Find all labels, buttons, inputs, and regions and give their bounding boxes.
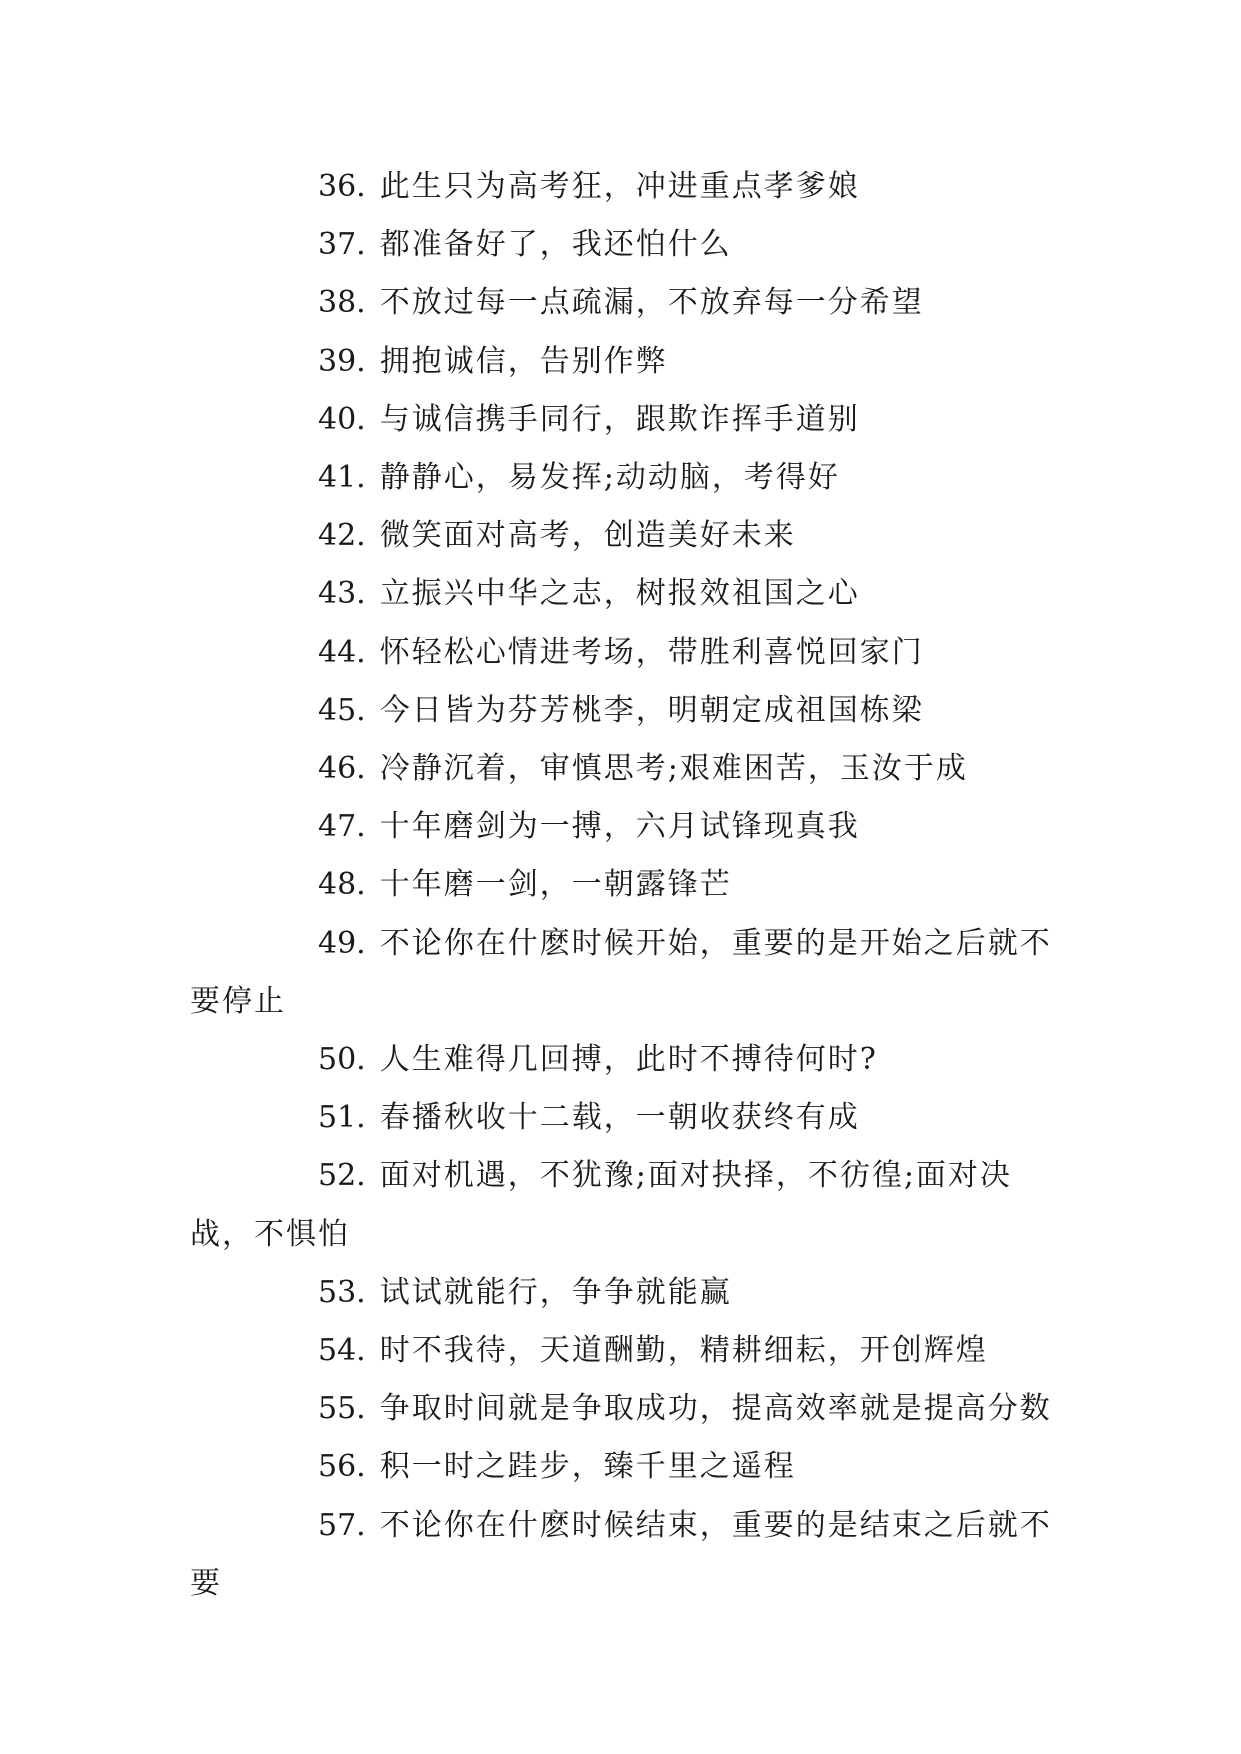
item-number: 54.	[318, 1333, 366, 1369]
list-item	[190, 507, 1070, 565]
list-item	[190, 158, 1070, 216]
item-text: 春播秋收十二载，一朝收获终有成	[379, 1100, 860, 1136]
item-text: 争取时间就是争取成功，提高效率就是提高分数	[379, 1391, 1052, 1427]
list-item	[190, 449, 1070, 507]
item-number: 53.	[318, 1274, 366, 1310]
item-text: 面对机遇，不犹豫;面对抉择，不彷徨;面对决战，不惧怕	[190, 1158, 1012, 1252]
item-number: 50.	[318, 1042, 366, 1078]
item-number: 42.	[318, 518, 366, 554]
item-text: 微笑面对高考，创造美好未来	[379, 518, 796, 554]
item-number: 38.	[318, 285, 366, 321]
item-text: 人生难得几回搏，此时不搏待何时?	[379, 1042, 878, 1078]
item-text: 静静心，易发挥;动动脑，考得好	[379, 460, 840, 496]
list-item	[190, 333, 1070, 391]
item-text: 今日皆为芬芳桃李，明朝定成祖国栋梁	[379, 692, 924, 728]
item-text: 十年磨一剑，一朝露锋芒	[379, 867, 732, 903]
item-number: 36.	[318, 169, 366, 204]
item-number: 51.	[318, 1100, 366, 1136]
list-item	[190, 216, 1070, 274]
item-number: 39.	[318, 343, 366, 379]
item-number: 45.	[318, 692, 366, 728]
list-item	[190, 274, 1070, 332]
list-item	[190, 1380, 1070, 1438]
list-item	[190, 624, 1070, 682]
list-item	[190, 1031, 1070, 1089]
item-number: 46.	[318, 751, 366, 787]
item-number: 55.	[318, 1391, 366, 1427]
item-text: 试试就能行，争争就能赢	[379, 1274, 732, 1310]
item-number: 56.	[318, 1449, 366, 1485]
item-text: 拥抱诚信，告别作弊	[379, 343, 668, 379]
item-text: 立振兴中华之志，树报效祖国之心	[379, 576, 860, 612]
item-number: 48.	[318, 867, 366, 903]
item-number: 44.	[318, 634, 366, 670]
item-number: 57.	[318, 1507, 366, 1543]
item-number: 49.	[318, 925, 366, 961]
list-item	[190, 740, 1070, 798]
list-item	[190, 1322, 1070, 1380]
list-item	[190, 798, 1070, 856]
list-item	[190, 915, 1070, 1031]
list-item	[190, 682, 1070, 740]
item-number: 41.	[318, 460, 366, 496]
item-text: 都准备好了，我还怕什么	[379, 227, 732, 263]
list-item	[190, 856, 1070, 914]
item-text: 冷静沉着，审慎思考;艰难困苦，玉汝于成	[379, 751, 968, 787]
list-item	[190, 565, 1070, 623]
item-number: 37.	[318, 227, 366, 263]
list-item	[190, 1497, 1070, 1613]
item-number: 40.	[318, 401, 366, 437]
slogan-list	[190, 158, 1070, 1613]
item-text: 不论你在什麽时候结束，重要的是结束之后就不要	[190, 1507, 1052, 1601]
item-text: 怀轻松心情进考场，带胜利喜悦回家门	[379, 634, 924, 670]
list-item	[190, 391, 1070, 449]
list-item	[190, 1147, 1070, 1263]
list-item	[190, 1264, 1070, 1322]
item-number: 47.	[318, 809, 366, 845]
item-text: 时不我待，天道酬勤，精耕细耘，开创辉煌	[379, 1333, 988, 1369]
item-number: 43.	[318, 576, 366, 612]
item-text: 不放过每一点疏漏，不放弃每一分希望	[379, 285, 924, 321]
list-item	[190, 1089, 1070, 1147]
item-text: 积一时之跬步，臻千里之遥程	[379, 1449, 796, 1485]
item-number: 52.	[318, 1158, 366, 1194]
item-text: 此生只为高考狂，冲进重点孝爹娘	[379, 169, 860, 204]
item-text: 不论你在什麽时候开始，重要的是开始之后就不要停止	[190, 925, 1052, 1019]
item-text: 十年磨剑为一搏，六月试锋现真我	[379, 809, 860, 845]
item-text: 与诚信携手同行，跟欺诈挥手道别	[379, 401, 860, 437]
list-item	[190, 1438, 1070, 1496]
